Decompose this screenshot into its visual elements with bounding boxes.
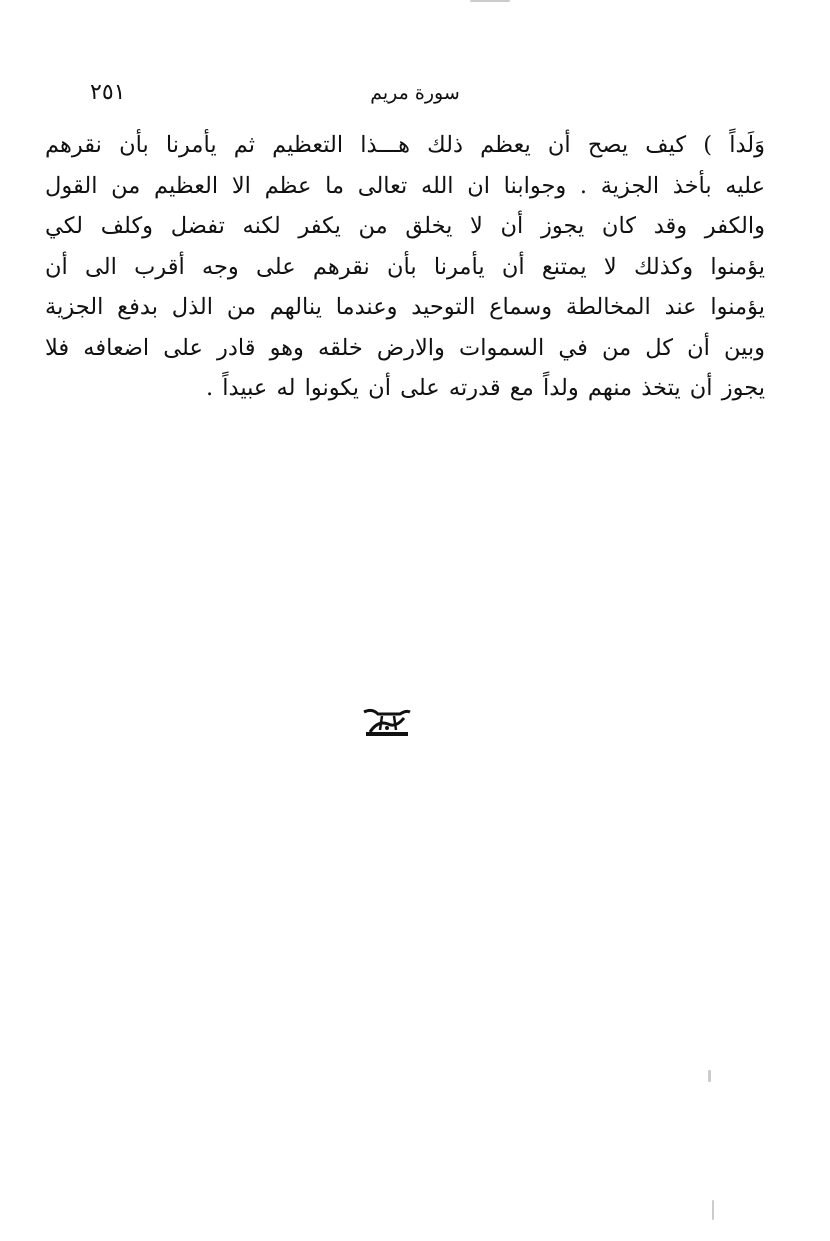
paper-speck bbox=[708, 1070, 711, 1082]
page-header bbox=[60, 80, 770, 110]
paper-speck bbox=[470, 0, 510, 2]
page-number: ٢٥١ bbox=[90, 80, 126, 105]
paper-speck bbox=[712, 1200, 714, 1220]
text-line: يؤمنوا وكذلك لا يمتنع أن يأمرنا بأن نقرهم على وجه أقرب الى أن bbox=[45, 253, 765, 280]
end-of-section-ornament-icon bbox=[360, 706, 414, 740]
text-line: وبين أن كل من في السموات والارض خلقه وهو قادر على اضعافه فلا bbox=[45, 334, 765, 361]
text-line: يؤمنوا عند المخالطة وسماع التوحيد وعندما ينالهم من الذل بدفع الجزية bbox=[45, 294, 765, 320]
text-line: عليه بأخذ الجزية . وجوابنا ان الله تعالى ما عظم الا العظيم من القول bbox=[45, 172, 765, 199]
text-line: والكفر وقد كان يجوز أن لا يخلق من يكفر لكنه تفضل وكلف لكي bbox=[45, 213, 765, 239]
text-line: يجوز أن يتخذ منهم ولداً مع قدرته على أن يكونوا له عبيداً . bbox=[205, 375, 765, 401]
body-text bbox=[45, 125, 765, 409]
surah-title: سورة مريم bbox=[370, 82, 460, 104]
text-line: وَلَداً ) كيف يصح أن يعظم ذلك هـــذا التعظيم ثم يأمرنا بأن نقرهم bbox=[45, 132, 765, 158]
